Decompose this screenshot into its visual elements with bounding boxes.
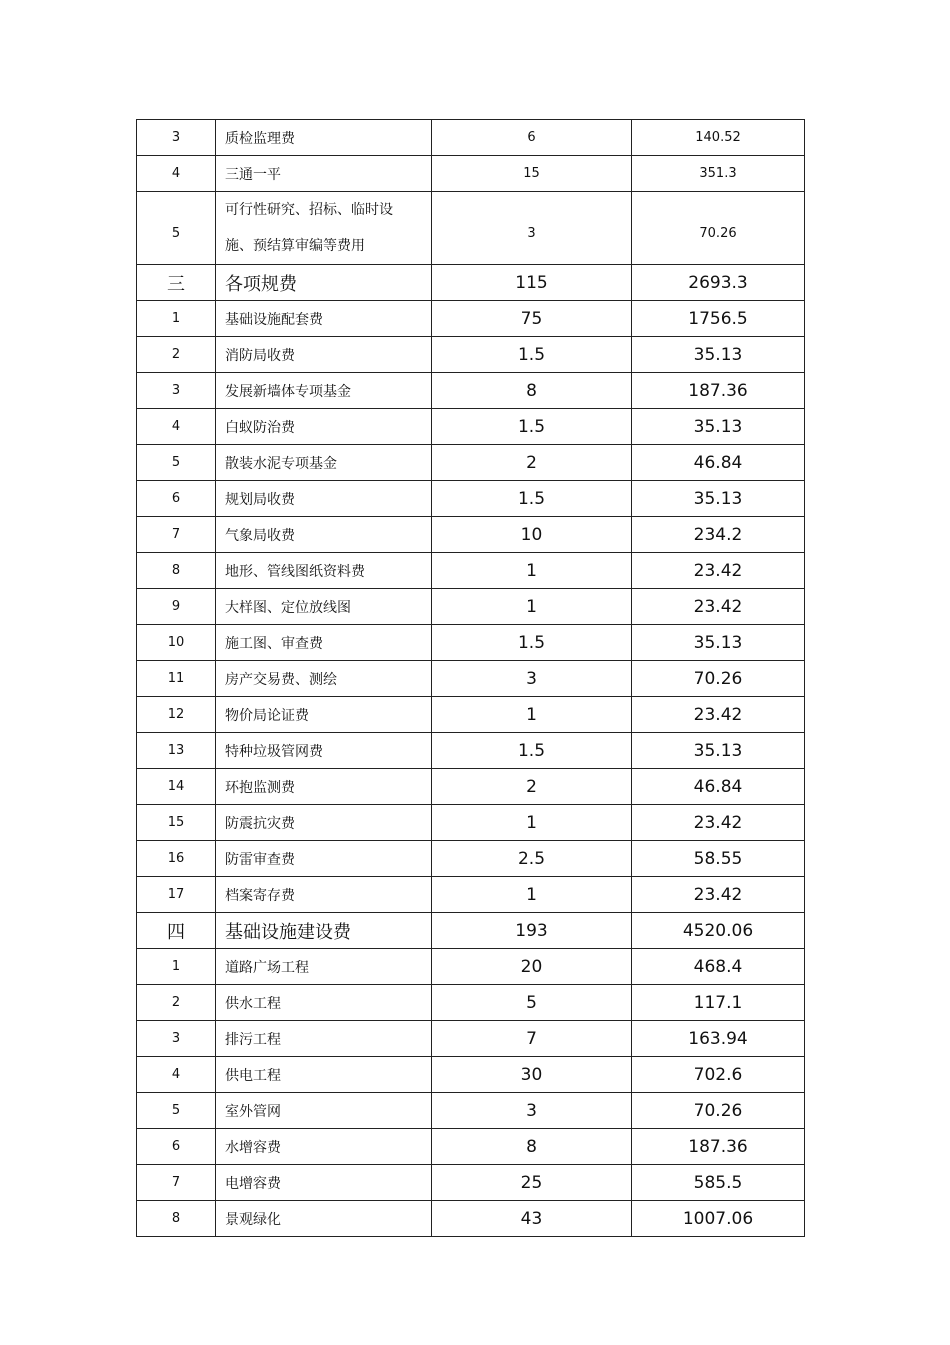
item-name: 规划局收费 bbox=[216, 481, 432, 517]
item-name: 基础设施配套费 bbox=[216, 301, 432, 337]
table-row bbox=[137, 769, 805, 805]
item-name: 大样图、定位放线图 bbox=[216, 589, 432, 625]
section-amount: 115 bbox=[432, 265, 632, 301]
item-amount: 2 bbox=[432, 445, 632, 481]
section-name: 基础设施建设费 bbox=[216, 913, 432, 949]
item-amount: 1.5 bbox=[432, 337, 632, 373]
item-total: 234.2 bbox=[632, 517, 805, 553]
item-amount: 6 bbox=[432, 120, 632, 156]
item-amount: 1.5 bbox=[432, 481, 632, 517]
table-row bbox=[137, 1165, 805, 1201]
table-row bbox=[137, 553, 805, 589]
item-total: 117.1 bbox=[632, 985, 805, 1021]
item-amount: 3 bbox=[432, 192, 632, 265]
row-number: 16 bbox=[137, 841, 216, 877]
item-total: 58.55 bbox=[632, 841, 805, 877]
item-name: 电增容费 bbox=[216, 1165, 432, 1201]
item-total: 23.42 bbox=[632, 553, 805, 589]
item-name: 供水工程 bbox=[216, 985, 432, 1021]
row-number: 14 bbox=[137, 769, 216, 805]
section-header-row bbox=[137, 913, 805, 949]
item-total: 1756.5 bbox=[632, 301, 805, 337]
table-row bbox=[137, 445, 805, 481]
item-amount: 1 bbox=[432, 877, 632, 913]
item-name: 特种垃圾管网费 bbox=[216, 733, 432, 769]
item-name: 环抱监测费 bbox=[216, 769, 432, 805]
table-row bbox=[137, 517, 805, 553]
item-name: 景观绿化 bbox=[216, 1201, 432, 1237]
item-name: 房产交易费、测绘 bbox=[216, 661, 432, 697]
item-total: 1007.06 bbox=[632, 1201, 805, 1237]
item-name: 三通一平 bbox=[216, 156, 432, 192]
item-name-line: 可行性研究、招标、临时设 bbox=[225, 202, 393, 218]
row-number: 3 bbox=[137, 120, 216, 156]
item-total: 23.42 bbox=[632, 589, 805, 625]
table-row bbox=[137, 409, 805, 445]
row-number: 3 bbox=[137, 1021, 216, 1057]
table-row bbox=[137, 985, 805, 1021]
item-total: 35.13 bbox=[632, 481, 805, 517]
item-name: 白蚁防治费 bbox=[216, 409, 432, 445]
row-number: 8 bbox=[137, 1201, 216, 1237]
item-name: 排污工程 bbox=[216, 1021, 432, 1057]
item-total: 187.36 bbox=[632, 1129, 805, 1165]
item-amount: 1.5 bbox=[432, 409, 632, 445]
item-name: 质检监理费 bbox=[216, 120, 432, 156]
table-row bbox=[137, 192, 805, 265]
item-name: 室外管网 bbox=[216, 1093, 432, 1129]
item-total: 70.26 bbox=[632, 1093, 805, 1129]
item-amount: 2.5 bbox=[432, 841, 632, 877]
item-total: 702.6 bbox=[632, 1057, 805, 1093]
table-row bbox=[137, 661, 805, 697]
item-total: 35.13 bbox=[632, 733, 805, 769]
row-number: 10 bbox=[137, 625, 216, 661]
row-number: 15 bbox=[137, 805, 216, 841]
table-row bbox=[137, 697, 805, 733]
row-number: 11 bbox=[137, 661, 216, 697]
table-row bbox=[137, 481, 805, 517]
table-row bbox=[137, 1057, 805, 1093]
item-total: 35.13 bbox=[632, 409, 805, 445]
item-amount: 1.5 bbox=[432, 733, 632, 769]
table-row bbox=[137, 805, 805, 841]
item-amount: 15 bbox=[432, 156, 632, 192]
row-number: 1 bbox=[137, 949, 216, 985]
item-total: 351.3 bbox=[632, 156, 805, 192]
row-number: 12 bbox=[137, 697, 216, 733]
item-amount: 8 bbox=[432, 373, 632, 409]
item-amount: 3 bbox=[432, 1093, 632, 1129]
item-total: 23.42 bbox=[632, 697, 805, 733]
item-amount: 5 bbox=[432, 985, 632, 1021]
item-amount: 1.5 bbox=[432, 625, 632, 661]
row-number: 5 bbox=[137, 1093, 216, 1129]
item-name-line: 施、预结算审编等费用 bbox=[225, 238, 365, 254]
item-name: 防震抗灾费 bbox=[216, 805, 432, 841]
item-amount: 30 bbox=[432, 1057, 632, 1093]
table-row bbox=[137, 301, 805, 337]
table-row bbox=[137, 1021, 805, 1057]
item-total: 46.84 bbox=[632, 769, 805, 805]
section-name: 各项规费 bbox=[216, 265, 432, 301]
row-number: 7 bbox=[137, 1165, 216, 1201]
item-name: 档案寄存费 bbox=[216, 877, 432, 913]
table-row bbox=[137, 373, 805, 409]
row-number: 8 bbox=[137, 553, 216, 589]
item-total: 163.94 bbox=[632, 1021, 805, 1057]
table-row bbox=[137, 1129, 805, 1165]
row-number: 4 bbox=[137, 1057, 216, 1093]
row-number: 1 bbox=[137, 301, 216, 337]
row-number: 5 bbox=[137, 192, 216, 265]
item-total: 23.42 bbox=[632, 877, 805, 913]
section-number: 三 bbox=[137, 265, 216, 301]
cost-table bbox=[136, 119, 805, 1237]
section-amount: 193 bbox=[432, 913, 632, 949]
item-name: 消防局收费 bbox=[216, 337, 432, 373]
table-row bbox=[137, 841, 805, 877]
row-number: 6 bbox=[137, 1129, 216, 1165]
table-row bbox=[137, 156, 805, 192]
item-amount: 25 bbox=[432, 1165, 632, 1201]
item-name: 散装水泥专项基金 bbox=[216, 445, 432, 481]
item-total: 23.42 bbox=[632, 805, 805, 841]
item-name: 气象局收费 bbox=[216, 517, 432, 553]
item-name: 防雷审查费 bbox=[216, 841, 432, 877]
item-amount: 1 bbox=[432, 805, 632, 841]
item-amount: 20 bbox=[432, 949, 632, 985]
item-amount: 7 bbox=[432, 1021, 632, 1057]
item-name: 施工图、审查费 bbox=[216, 625, 432, 661]
item-amount: 75 bbox=[432, 301, 632, 337]
item-amount: 43 bbox=[432, 1201, 632, 1237]
table-row bbox=[137, 877, 805, 913]
item-amount: 8 bbox=[432, 1129, 632, 1165]
item-amount: 2 bbox=[432, 769, 632, 805]
item-amount: 1 bbox=[432, 589, 632, 625]
item-total: 70.26 bbox=[632, 192, 805, 265]
row-number: 6 bbox=[137, 481, 216, 517]
table-row bbox=[137, 733, 805, 769]
table-row bbox=[137, 625, 805, 661]
item-total: 46.84 bbox=[632, 445, 805, 481]
row-number: 17 bbox=[137, 877, 216, 913]
row-number: 7 bbox=[137, 517, 216, 553]
item-total: 70.26 bbox=[632, 661, 805, 697]
item-name: 地形、管线图纸资料费 bbox=[216, 553, 432, 589]
item-amount: 1 bbox=[432, 553, 632, 589]
row-number: 4 bbox=[137, 409, 216, 445]
table-row bbox=[137, 1201, 805, 1237]
section-total: 2693.3 bbox=[632, 265, 805, 301]
item-name: 道路广场工程 bbox=[216, 949, 432, 985]
item-amount: 3 bbox=[432, 661, 632, 697]
table-row bbox=[137, 120, 805, 156]
item-amount: 1 bbox=[432, 697, 632, 733]
item-name: 发展新墙体专项基金 bbox=[216, 373, 432, 409]
item-name: 物价局论证费 bbox=[216, 697, 432, 733]
row-number: 3 bbox=[137, 373, 216, 409]
item-total: 585.5 bbox=[632, 1165, 805, 1201]
table-row bbox=[137, 949, 805, 985]
row-number: 9 bbox=[137, 589, 216, 625]
item-total: 187.36 bbox=[632, 373, 805, 409]
row-number: 2 bbox=[137, 337, 216, 373]
item-amount: 10 bbox=[432, 517, 632, 553]
row-number: 4 bbox=[137, 156, 216, 192]
table-row bbox=[137, 589, 805, 625]
item-name: 供电工程 bbox=[216, 1057, 432, 1093]
section-header-row bbox=[137, 265, 805, 301]
item-total: 468.4 bbox=[632, 949, 805, 985]
row-number: 5 bbox=[137, 445, 216, 481]
section-number: 四 bbox=[137, 913, 216, 949]
row-number: 13 bbox=[137, 733, 216, 769]
item-total: 35.13 bbox=[632, 625, 805, 661]
item-name bbox=[216, 192, 432, 265]
section-total: 4520.06 bbox=[632, 913, 805, 949]
item-total: 35.13 bbox=[632, 337, 805, 373]
item-total: 140.52 bbox=[632, 120, 805, 156]
table-row bbox=[137, 1093, 805, 1129]
table-row bbox=[137, 337, 805, 373]
item-name: 水增容费 bbox=[216, 1129, 432, 1165]
row-number: 2 bbox=[137, 985, 216, 1021]
